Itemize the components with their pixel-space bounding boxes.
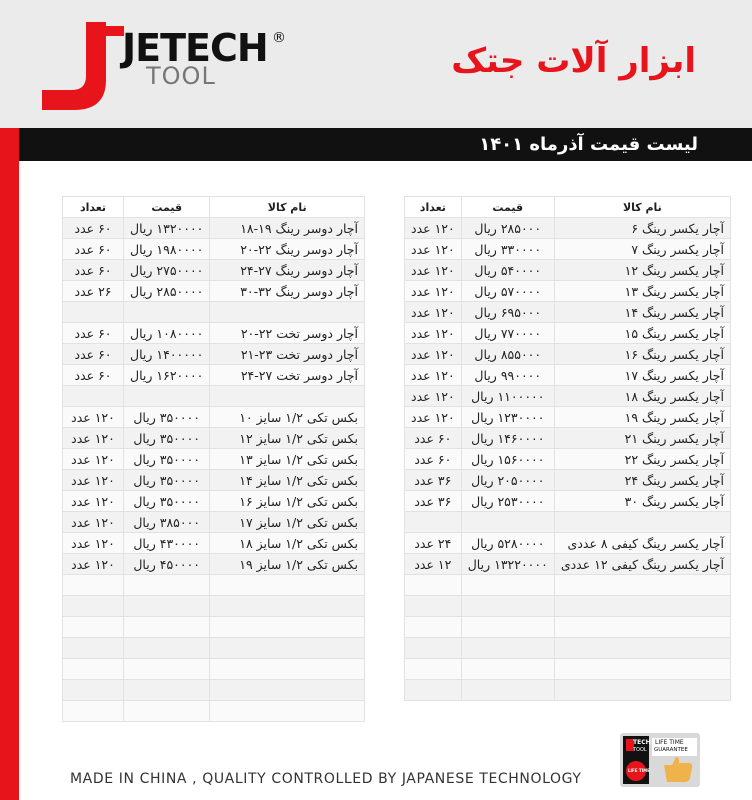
cell-price: ۲۵۳۰۰۰۰ ریال xyxy=(461,491,554,512)
cell-qty: ۲۴ عدد xyxy=(405,533,462,554)
table-row xyxy=(63,407,365,428)
cell-name xyxy=(554,638,730,659)
cell-name xyxy=(210,701,365,722)
cell-qty: ۱۲۰ عدد xyxy=(405,386,462,407)
cell-name: آچار یکسر رینگ کیفی ۸ عددی xyxy=(554,533,730,554)
table-row xyxy=(405,281,731,302)
cell-price: ۷۷۰۰۰۰ ریال xyxy=(461,323,554,344)
cell-qty: ۳۶ عدد xyxy=(405,470,462,491)
col-header-name: نام کالا xyxy=(210,197,365,218)
table-row xyxy=(405,554,731,575)
table-row xyxy=(405,260,731,281)
cell-qty: ۱۲۰ عدد xyxy=(63,407,124,428)
table-row xyxy=(405,407,731,428)
cell-name: بکس تکی ۱/۲ سایز ۱۶ xyxy=(210,491,365,512)
cell-name: آچار یکسر رینگ ۱۹ xyxy=(554,407,730,428)
lifetime-guarantee-badge xyxy=(620,733,700,787)
cell-name xyxy=(554,680,730,701)
table-row xyxy=(405,428,731,449)
cell-price: ۲۰۵۰۰۰۰ ریال xyxy=(461,470,554,491)
table-row xyxy=(405,512,731,533)
cell-qty xyxy=(405,596,462,617)
table-row xyxy=(63,596,365,617)
cell-qty: ۱۲۰ عدد xyxy=(405,302,462,323)
table-row xyxy=(63,365,365,386)
cell-name xyxy=(210,386,365,407)
cell-name: بکس تکی ۱/۲ سایز ۱۳ xyxy=(210,449,365,470)
cell-qty: ۶۰ عدد xyxy=(63,260,124,281)
cell-qty xyxy=(63,701,124,722)
cell-name xyxy=(210,596,365,617)
cell-price xyxy=(124,386,210,407)
cell-name: آچار یکسر رینگ ۱۴ xyxy=(554,302,730,323)
cell-price xyxy=(461,512,554,533)
table-row xyxy=(63,554,365,575)
cell-price: ۲۸۵۰۰۰۰ ریال xyxy=(124,281,210,302)
table-row xyxy=(63,323,365,344)
cell-name xyxy=(210,575,365,596)
cell-name: آچار دوسر رینگ ۱۹-۱۸ xyxy=(210,218,365,239)
cell-price: ۳۵۰۰۰۰ ریال xyxy=(124,407,210,428)
cell-price: ۵۴۰۰۰۰ ریال xyxy=(461,260,554,281)
cell-price: ۳۵۰۰۰۰ ریال xyxy=(124,428,210,449)
cell-name: آچار یکسر رینگ ۲۱ xyxy=(554,428,730,449)
cell-price: ۴۵۰۰۰۰ ریال xyxy=(124,554,210,575)
table-row xyxy=(405,617,731,638)
table-row xyxy=(405,323,731,344)
cell-name: آچار یکسر رینگ ۳۰ xyxy=(554,491,730,512)
cell-qty: ۱۲۰ عدد xyxy=(405,344,462,365)
badge-sub: TOOL xyxy=(633,747,647,753)
cell-name: آچار دوسر رینگ ۲۲-۲۰ xyxy=(210,239,365,260)
cell-qty: ۱۲۰ عدد xyxy=(405,323,462,344)
table-row xyxy=(63,659,365,680)
cell-name: آچار یکسر رینگ کیفی ۱۲ عددی xyxy=(554,554,730,575)
cell-qty xyxy=(405,512,462,533)
cell-qty xyxy=(405,680,462,701)
table-row xyxy=(405,638,731,659)
cell-qty: ۱۲۰ عدد xyxy=(63,554,124,575)
cell-price: ۱۹۸۰۰۰۰ ریال xyxy=(124,239,210,260)
col-header-qty: تعداد xyxy=(63,197,124,218)
table-header-row xyxy=(63,197,365,218)
table-row xyxy=(405,302,731,323)
cell-qty: ۱۲۰ عدد xyxy=(405,260,462,281)
table-row xyxy=(405,491,731,512)
cell-price xyxy=(461,596,554,617)
cell-name: بکس تکی ۱/۲ سایز ۱۲ xyxy=(210,428,365,449)
cell-qty: ۱۲ عدد xyxy=(405,554,462,575)
cell-qty: ۱۲۰ عدد xyxy=(63,428,124,449)
cell-qty: ۳۶ عدد xyxy=(405,491,462,512)
cell-price: ۱۳۲۰۰۰۰ ریال xyxy=(124,218,210,239)
table-row xyxy=(63,302,365,323)
cell-price xyxy=(124,638,210,659)
cell-name xyxy=(210,659,365,680)
brand-title: ابزار آلات جتک xyxy=(451,41,696,81)
cell-qty xyxy=(63,386,124,407)
table-row xyxy=(405,470,731,491)
cell-qty: ۱۲۰ عدد xyxy=(405,239,462,260)
cell-name xyxy=(554,659,730,680)
cell-price: ۱۵۶۰۰۰۰ ریال xyxy=(461,449,554,470)
cell-qty: ۲۶ عدد xyxy=(63,281,124,302)
cell-qty xyxy=(405,617,462,638)
cell-qty: ۱۲۰ عدد xyxy=(63,491,124,512)
cell-name: آچار یکسر رینگ ۷ xyxy=(554,239,730,260)
table-row xyxy=(63,512,365,533)
cell-name: بکس تکی ۱/۲ سایز ۱۰ xyxy=(210,407,365,428)
cell-name: آچار دوسر رینگ ۳۲-۳۰ xyxy=(210,281,365,302)
cell-price: ۴۳۰۰۰۰ ریال xyxy=(124,533,210,554)
cell-name xyxy=(210,617,365,638)
cell-name: آچار دوسر تخت ۲۲-۲۰ xyxy=(210,323,365,344)
price-list-title: لیست قیمت آذرماه ۱۴۰۱ xyxy=(479,134,698,155)
cell-name: آچار یکسر رینگ ۱۲ xyxy=(554,260,730,281)
table-row xyxy=(63,428,365,449)
cell-qty: ۶۰ عدد xyxy=(405,428,462,449)
table-row xyxy=(405,449,731,470)
table-row xyxy=(405,344,731,365)
cell-qty xyxy=(63,659,124,680)
cell-qty: ۱۲۰ عدد xyxy=(405,407,462,428)
table-row xyxy=(405,659,731,680)
cell-price xyxy=(124,659,210,680)
table-row xyxy=(63,218,365,239)
j-logo-icon xyxy=(34,18,134,118)
table-row xyxy=(63,680,365,701)
table-row xyxy=(63,449,365,470)
price-table-right xyxy=(404,196,731,701)
col-header-price: قیمت xyxy=(124,197,210,218)
cell-price: ۲۸۵۰۰۰ ریال xyxy=(461,218,554,239)
cell-qty xyxy=(63,617,124,638)
cell-price: ۵۲۸۰۰۰۰ ریال xyxy=(461,533,554,554)
cell-name: بکس تکی ۱/۲ سایز ۱۴ xyxy=(210,470,365,491)
price-table-left xyxy=(62,196,365,722)
table-row xyxy=(63,344,365,365)
cell-price: ۶۹۵۰۰۰ ریال xyxy=(461,302,554,323)
jetech-logo xyxy=(34,18,286,118)
cell-price xyxy=(124,617,210,638)
table-row xyxy=(405,533,731,554)
cell-name xyxy=(210,638,365,659)
cell-qty xyxy=(63,596,124,617)
cell-price: ۸۵۵۰۰۰ ریال xyxy=(461,344,554,365)
table-row xyxy=(63,491,365,512)
cell-name xyxy=(210,680,365,701)
cell-name: آچار یکسر رینگ ۱۳ xyxy=(554,281,730,302)
cell-name xyxy=(210,302,365,323)
cell-price xyxy=(461,617,554,638)
cell-name xyxy=(554,575,730,596)
cell-name: آچار دوسر رینگ ۲۷-۲۴ xyxy=(210,260,365,281)
cell-name: بکس تکی ۱/۲ سایز ۱۸ xyxy=(210,533,365,554)
cell-qty xyxy=(405,575,462,596)
cell-price xyxy=(124,680,210,701)
table-row xyxy=(63,470,365,491)
cell-qty xyxy=(63,575,124,596)
badge-stamp: LIFE TIME xyxy=(628,768,650,773)
cell-name: بکس تکی ۱/۲ سایز ۱۷ xyxy=(210,512,365,533)
cell-qty: ۶۰ عدد xyxy=(63,239,124,260)
table-row xyxy=(405,218,731,239)
cell-qty: ۱۲۰ عدد xyxy=(63,470,124,491)
cell-price xyxy=(461,638,554,659)
cell-qty: ۶۰ عدد xyxy=(63,344,124,365)
cell-price xyxy=(124,596,210,617)
table-row xyxy=(63,281,365,302)
cell-name xyxy=(554,596,730,617)
cell-price: ۱۶۲۰۰۰۰ ریال xyxy=(124,365,210,386)
cell-name: آچار یکسر رینگ ۱۵ xyxy=(554,323,730,344)
cell-price: ۱۴۶۰۰۰۰ ریال xyxy=(461,428,554,449)
table-row xyxy=(405,365,731,386)
cell-name: آچار دوسر تخت ۲۷-۲۴ xyxy=(210,365,365,386)
cell-price: ۵۷۰۰۰۰ ریال xyxy=(461,281,554,302)
table-row xyxy=(63,575,365,596)
badge-brand: TECH xyxy=(633,739,651,746)
table-row xyxy=(63,239,365,260)
table-row xyxy=(63,533,365,554)
cell-price xyxy=(461,575,554,596)
cell-name: آچار یکسر رینگ ۱۸ xyxy=(554,386,730,407)
badge-line2: GUARANTEE xyxy=(654,747,688,753)
cell-name: آچار یکسر رینگ ۲۲ xyxy=(554,449,730,470)
cell-price: ۳۳۰۰۰۰ ریال xyxy=(461,239,554,260)
cell-price xyxy=(124,302,210,323)
table-row xyxy=(63,638,365,659)
table-row xyxy=(405,575,731,596)
cell-price: ۱۲۳۰۰۰۰ ریال xyxy=(461,407,554,428)
cell-price: ۳۵۰۰۰۰ ریال xyxy=(124,491,210,512)
cell-qty xyxy=(63,680,124,701)
cell-price: ۳۵۰۰۰۰ ریال xyxy=(124,470,210,491)
cell-qty: ۱۲۰ عدد xyxy=(405,365,462,386)
table-row xyxy=(405,386,731,407)
cell-price: ۱۱۰۰۰۰۰ ریال xyxy=(461,386,554,407)
cell-qty xyxy=(63,302,124,323)
table-row xyxy=(405,596,731,617)
side-red-bar xyxy=(0,128,19,800)
badge-line1: LIFE TIME xyxy=(655,739,684,746)
cell-price: ۱۰۸۰۰۰۰ ریال xyxy=(124,323,210,344)
cell-name: آچار یکسر رینگ ۲۴ xyxy=(554,470,730,491)
cell-qty: ۶۰ عدد xyxy=(63,218,124,239)
footer-text: MADE IN CHINA , QUALITY CONTROLLED BY JAPANESE TECHNOLOGY xyxy=(70,771,582,787)
cell-name: بکس تکی ۱/۲ سایز ۱۹ xyxy=(210,554,365,575)
cell-qty: ۱۲۰ عدد xyxy=(63,512,124,533)
cell-price xyxy=(124,701,210,722)
cell-price: ۱۴۰۰۰۰۰ ریال xyxy=(124,344,210,365)
logo-text: JETECH xyxy=(122,26,268,70)
table-row xyxy=(63,386,365,407)
cell-name xyxy=(554,617,730,638)
cell-qty: ۱۲۰ عدد xyxy=(405,218,462,239)
table-header-row xyxy=(405,197,731,218)
cell-name: آچار یکسر رینگ ۶ xyxy=(554,218,730,239)
table-row xyxy=(405,680,731,701)
cell-qty xyxy=(405,659,462,680)
table-row xyxy=(405,239,731,260)
col-header-name: نام کالا xyxy=(554,197,730,218)
cell-qty: ۶۰ عدد xyxy=(63,323,124,344)
cell-price: ۲۷۵۰۰۰۰ ریال xyxy=(124,260,210,281)
cell-price xyxy=(461,659,554,680)
cell-price xyxy=(124,575,210,596)
cell-price xyxy=(461,680,554,701)
col-header-qty: تعداد xyxy=(405,197,462,218)
cell-qty: ۱۲۰ عدد xyxy=(405,281,462,302)
cell-qty: ۱۲۰ عدد xyxy=(63,533,124,554)
cell-qty xyxy=(405,638,462,659)
cell-qty: ۱۲۰ عدد xyxy=(63,449,124,470)
cell-name: آچار دوسر تخت ۲۳-۲۱ xyxy=(210,344,365,365)
col-header-price: قیمت xyxy=(461,197,554,218)
cell-price: ۹۹۰۰۰۰ ریال xyxy=(461,365,554,386)
cell-price: ۱۳۲۲۰۰۰۰ ریال xyxy=(461,554,554,575)
registered-mark: ® xyxy=(272,30,286,46)
cell-qty: ۶۰ عدد xyxy=(63,365,124,386)
table-row xyxy=(63,701,365,722)
cell-price: ۳۸۵۰۰۰ ریال xyxy=(124,512,210,533)
table-row xyxy=(63,617,365,638)
cell-name: آچار یکسر رینگ ۱۷ xyxy=(554,365,730,386)
cell-price: ۳۵۰۰۰۰ ریال xyxy=(124,449,210,470)
cell-name xyxy=(554,512,730,533)
cell-qty xyxy=(63,638,124,659)
cell-qty: ۶۰ عدد xyxy=(405,449,462,470)
cell-name: آچار یکسر رینگ ۱۶ xyxy=(554,344,730,365)
table-row xyxy=(63,260,365,281)
logo-sub: TOOL xyxy=(146,62,216,90)
